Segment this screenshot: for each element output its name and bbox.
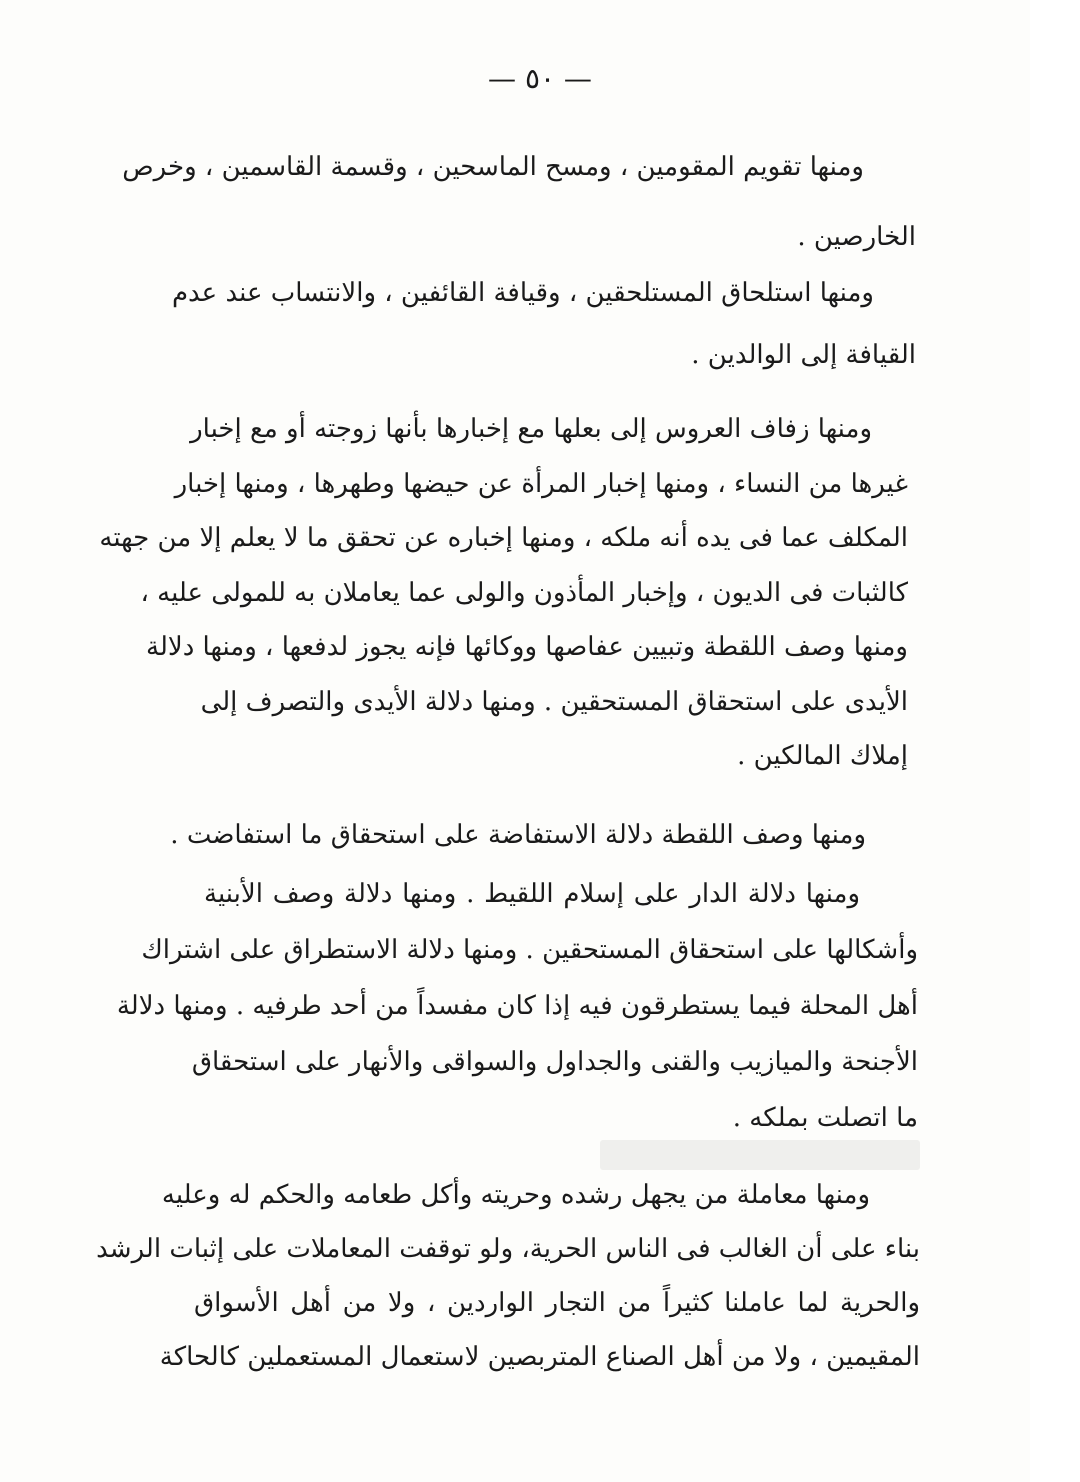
- paragraph-6-line-2: بناء على أن الغالب فى الناس الحرية، ولو توقفت المعاملات على إثبات الرشد: [96, 1234, 920, 1264]
- paragraph-3-line-2: غيرها من النساء ، ومنها إخبار المرأة عن حيضها وطهرها ، ومنها إخبار: [174, 468, 908, 499]
- scan-smudge: [600, 1140, 920, 1170]
- paragraph-5-line-5: ما اتصلت بملكه .: [732, 1103, 918, 1133]
- paragraph-3-line-7: إملاك المالكين .: [737, 741, 908, 771]
- paragraph-4: [170, 808, 880, 862]
- paragraph-3-line-5: ومنها وصف اللقطة وتبيين عفاصها ووكائها فإنه يجوز لدفعها ، ومنها دلالة: [146, 632, 908, 662]
- paragraph-3-line-3: المكلف عما فى يده أنه ملكه ، ومنها إخباره عن تحقق ما لا يعلم إلا من جهته: [99, 523, 908, 553]
- paragraph-3-line-6: الأيدى على استحقاق المستحقين . ومنها دلالة الأيدى والتصرف إلى: [200, 686, 908, 717]
- paragraph-5-line-2: وأشكالها على استحقاق المستحقين . ومنها دلالة الاستطراق على اشتراك: [141, 935, 918, 965]
- paragraph-2: [171, 262, 916, 386]
- paragraph-5-line-4: الأجنحة والميازيب والقنى والجداول والسواقى والأنهار على استحقاق: [191, 1047, 918, 1077]
- paragraph-3: [99, 402, 908, 784]
- paragraph-1: [122, 132, 916, 272]
- paragraph-2-line-2: القيافة إلى الوالدين .: [691, 340, 916, 370]
- paragraph-6-line-4: المقيمين ، ولا من أهل الصناع المتربصين لاستعمال المستعملين كالحاكة: [159, 1342, 920, 1372]
- paragraph-1-line-2: الخارصين .: [797, 222, 916, 252]
- paragraph-6-line-1: ومنها معاملة من يجهل رشده وحريته وأكل طعامه والحكم له وعليه: [161, 1180, 870, 1210]
- paragraph-4-line-1: ومنها وصف اللقطة دلالة الاستفاضة على استحقاق ما استفاضت .: [170, 820, 866, 850]
- paragraph-3-line-1: ومنها زفاف العروس إلى بعلها مع إخبارها بأنها زوجته أو مع إخبار: [190, 414, 872, 444]
- paragraph-6-line-3: والحرية لما عاملنا كثيراً من التجار الواردين ، ولا من أهل الأسواق: [194, 1288, 920, 1318]
- paragraph-5-line-1: ومنها دلالة الدار على إسلام اللقيط . ومنها دلالة وصف الأبنية: [204, 879, 860, 909]
- page-number: — ٥٠ —: [488, 62, 592, 95]
- paragraph-6: [96, 1168, 920, 1384]
- paragraph-5-line-3: أهل المحلة فيما يستطرقون فيه إذا كان مفسداً من أحد طرفيه . ومنها دلالة: [116, 991, 918, 1021]
- paragraph-2-line-1: ومنها استلحاق المستلحقين ، وقيافة القائفين ، والانتساب عند عدم: [171, 278, 874, 308]
- paragraph-1-line-1: ومنها تقويم المقومين ، ومسح الماسحين ، وقسمة القاسمين ، وخرص: [122, 152, 864, 182]
- paragraph-3-line-4: كالثبات فى الديون ، وإخبار المأذون والولى عما يعاملان به للمولى عليه ،: [140, 577, 908, 608]
- paragraph-5: [116, 866, 918, 1146]
